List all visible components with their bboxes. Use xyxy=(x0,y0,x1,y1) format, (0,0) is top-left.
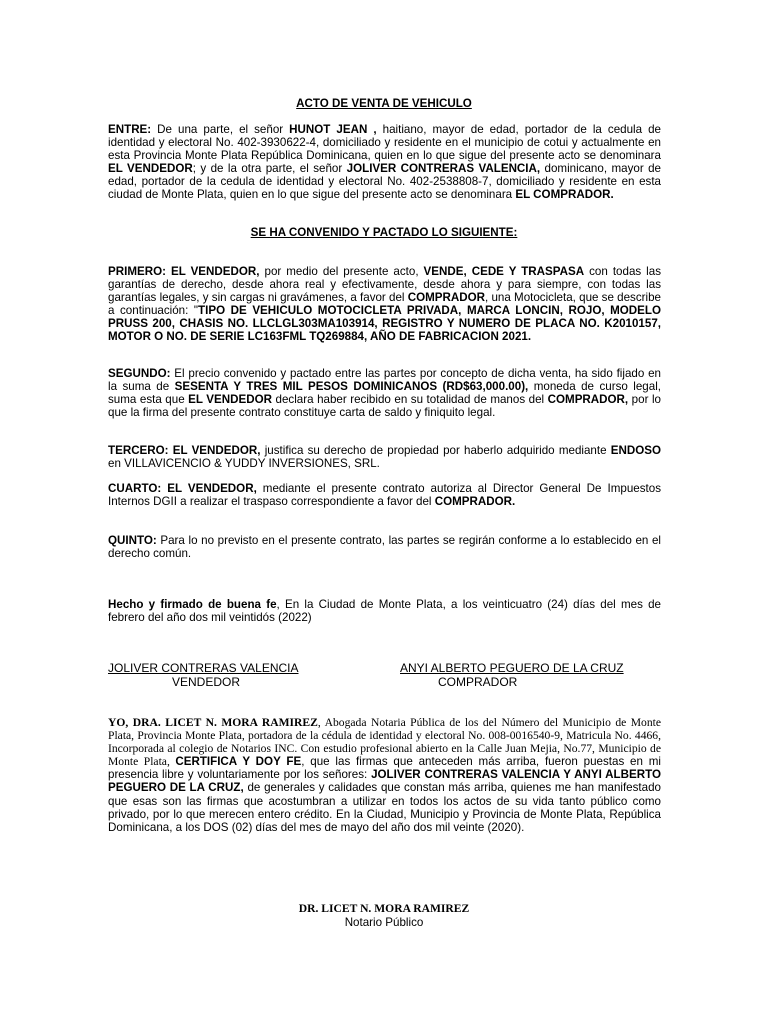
hecho-label: Hecho y firmado de buena fe xyxy=(108,598,277,611)
tercero-text-2: en VILLAVICENCIO & YUDDY INVERSIONES, SRL. xyxy=(108,457,380,471)
segundo-label: SEGUNDO: xyxy=(108,367,171,380)
tercero-label: TERCERO: EL VENDEDOR, xyxy=(108,444,261,457)
primero-verbs: VENDE, CEDE Y TRASPASA xyxy=(423,265,585,278)
segundo-text-2: moneda de curso legal, suma esta que xyxy=(108,380,661,407)
notary-text-2: , que las firmas que anteceden más arriba, fueron puestas en mi presencia libre y voluntariamente por los señores: xyxy=(108,755,662,782)
primero-buyer: COMPRADOR xyxy=(407,291,486,305)
buyer-signature-name: ANYI ALBERTO PEGUERO DE LA CRUZ xyxy=(400,661,624,675)
seller-signature-role: VENDEDOR xyxy=(172,675,241,689)
document-title: ACTO DE VENTA DE VEHICULO xyxy=(296,97,472,110)
primero-paragraph xyxy=(108,265,661,344)
sale-amount: SESENTA Y TRES MIL PESOS DOMINICANOS (RD$63,000.00), xyxy=(174,380,529,394)
cuarto-buyer: COMPRADOR. xyxy=(434,495,516,509)
notary-text-1: , Abogada Notaria Pública de los del Número del Municipio de Monte Plata, Provincia Monte Plata, portadora de la cédula de identidad y electoral No. 008-0016540-9, Matricula No. 4466, Incorporada al colegio de Notarios INC. Con estudio profesional abierto en la Calle Juan Mejia, No.77, Municipio de Monte Plata, xyxy=(108,716,662,769)
hecho-paragraph xyxy=(108,598,661,624)
notary-intro: YO, DRA. LICET N. MORA RAMIREZ xyxy=(108,716,318,729)
buyer-role: EL COMPRADOR. xyxy=(515,188,614,202)
hecho-text-1: , En la Ciudad de Monte Plata, a los veinticuatro (24) días del mes de febrero del año dos mil veintidós (2022) xyxy=(108,598,661,625)
buyer-signature-role: COMPRADOR xyxy=(438,675,518,689)
segundo-text-4: por lo que la firma del presente contrato constituye carta de saldo y finiquito legal. xyxy=(108,393,661,420)
notary-paragraph xyxy=(108,716,661,834)
notary-signature-role: Notario Público xyxy=(344,916,424,929)
tercero-endoso: ENDOSO xyxy=(610,444,661,457)
seller-name: HUNOT JEAN , xyxy=(289,123,377,136)
segundo-paragraph xyxy=(108,367,661,419)
segundo-buyer: COMPRADOR, xyxy=(547,393,629,407)
section-subtitle: SE HA CONVENIDO Y PACTADO LO SIGUIENTE: xyxy=(250,226,518,239)
tercero-paragraph xyxy=(108,444,661,470)
notary-certifica: CERTIFICA Y DOY FE xyxy=(175,755,302,769)
quinto-text-1: Para lo no previsto en el presente contrato, las partes se regirán conforme a lo establecido en el derecho común. xyxy=(108,534,661,561)
notary-signature-name: DR. LICET N. MORA RAMIREZ xyxy=(298,902,470,915)
primero-label: PRIMERO: EL VENDEDOR, xyxy=(108,265,260,278)
segundo-text-1: El precio convenido y pactado entre las partes por concepto de dicha venta, ha sido fijado en la suma de xyxy=(108,367,661,394)
entre-text-4: dominicano, mayor de edad, portador de la cedula de identidad y electoral No. 402-2538808-7, domiciliado y residente en esta ciudad de Monte Plata, quien en lo que sigue del presente acto se denominara xyxy=(108,162,661,202)
primero-text-3: , una Motocicleta, que se describe a continuación: " xyxy=(108,291,661,318)
entre-text-2: haitiano, mayor de edad, portador de la cedula de identidad y electoral No. 402-3930622-4, domiciliado y residente en el municipio de cotui y actualmente en esta Provincia Monte Plata República Dominicana, quien en lo que sigue del presente acto se denominara xyxy=(108,123,661,163)
vehicle-description: TIPO DE VEHICULO MOTOCICLETA PRIVADA, MARCA LONCIN, ROJO, MODELO PRUSS 200, CHASIS NO. LLCLGL303MA103914, REGISTRO Y NUMERO DE PLACA NO. K2010157, MOTOR O NO. DE SERIE LC163FML TQ269884, AÑO DE FABRICACION 2021. xyxy=(108,304,661,344)
primero-text-2: con todas las garantías de derecho, desde ahora real y efectivamente, desde ahora y para siempre, con todas las garantías legales, y sin cargas ni gravámenes, a favor del xyxy=(108,265,662,305)
notary-text-3: de generales y calidades que constan más arriba, quienes me han manifestado que esas son las firmas que acostumbran a utilizar en todos los actos de su vida tanto público como privado, por lo que merecen entero crédito. En la Ciudad, Municipio y Provincia de Monte Plata, República Dominicana, a los DOS (02) días del mes de mayo del año dos mil veinte (2020). xyxy=(108,781,661,834)
seller-signature-name: JOLIVER CONTRERAS VALENCIA xyxy=(108,661,299,675)
entre-paragraph xyxy=(108,123,661,202)
entre-text-3: ; y de la otra parte, el señor xyxy=(192,162,347,176)
entre-label: ENTRE: xyxy=(108,123,152,136)
entre-text-1: De una parte, el señor xyxy=(151,123,290,136)
seller-role: EL VENDEDOR xyxy=(108,162,193,176)
cuarto-paragraph xyxy=(108,482,661,508)
segundo-seller: EL VENDEDOR xyxy=(188,393,273,407)
tercero-text-1: justifica su derecho de propiedad por haberlo adquirido mediante xyxy=(260,444,611,457)
cuarto-text-1: mediante el presente contrato autoriza al Director General De Impuestos Internos DGII a realizar el traspaso correspondiente a favor del xyxy=(108,482,661,509)
notary-parties: JOLIVER CONTRERAS VALENCIA Y ANYI ALBERTO PEGUERO DE LA CRUZ, xyxy=(108,768,661,795)
quinto-label: QUINTO: xyxy=(108,534,157,547)
segundo-text-3: declara haber recibido en su totalidad de manos del xyxy=(272,393,548,407)
quinto-paragraph xyxy=(108,534,661,560)
primero-text-1: por medio del presente acto, xyxy=(259,265,424,278)
buyer-name: JOLIVER CONTRERAS VALENCIA, xyxy=(346,162,541,176)
cuarto-label: CUARTO: EL VENDEDOR, xyxy=(108,482,257,495)
